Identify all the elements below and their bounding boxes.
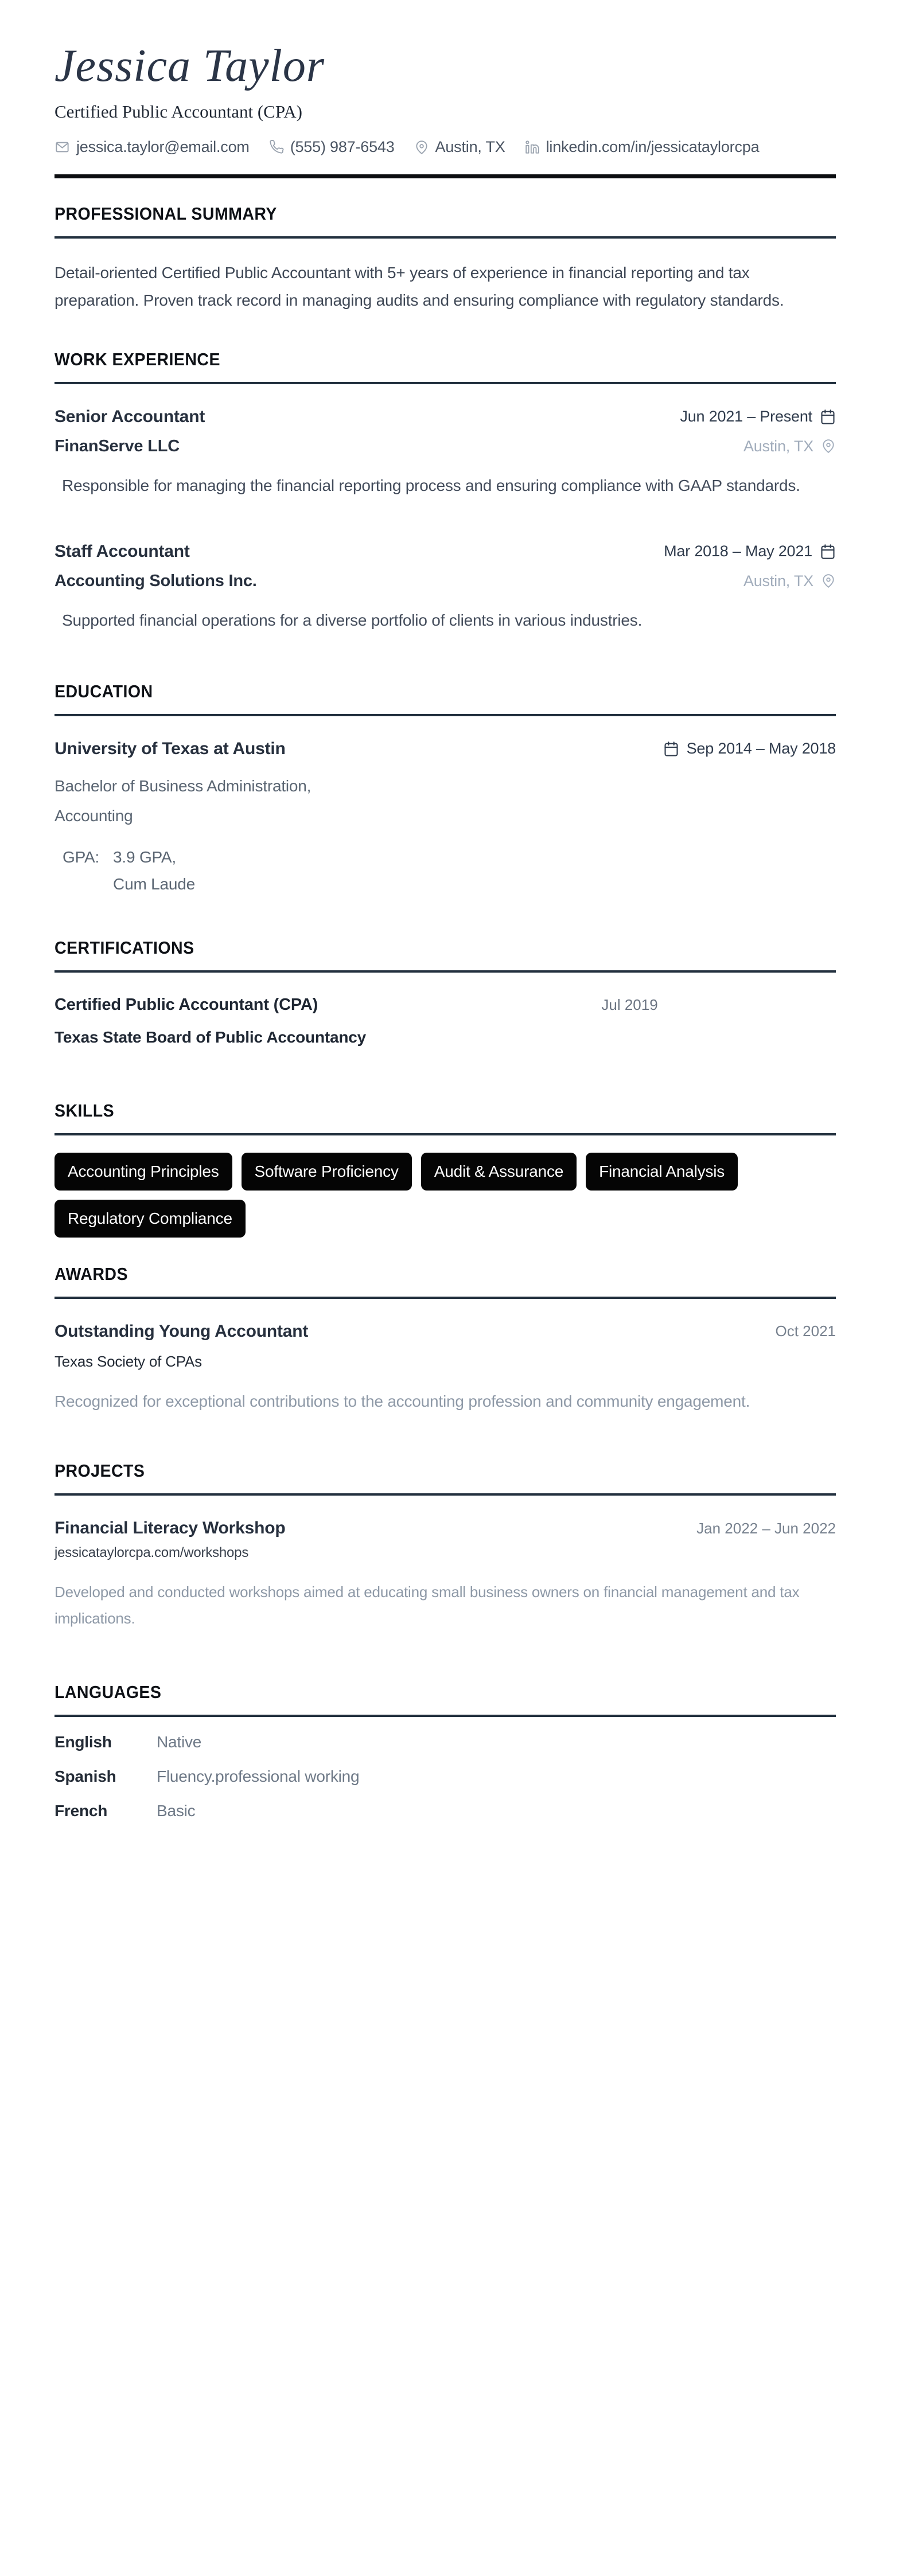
summary-heading: PROFESSIONAL SUMMARY: [54, 204, 277, 224]
language-proficiency: Native: [157, 1733, 202, 1751]
section-awards: [54, 1265, 836, 1415]
section-rule: [54, 1297, 836, 1299]
calendar-icon: [820, 544, 836, 560]
section-rule: [54, 1715, 836, 1717]
section-languages: [54, 1683, 836, 1820]
contact-row: [54, 138, 836, 156]
education-title-row: [54, 739, 836, 759]
section-rule: [54, 382, 836, 384]
section-rule: [54, 714, 836, 716]
language-row: [54, 1767, 836, 1786]
award-description: Recognized for exceptional contributions to the accounting profession and community engagement.: [54, 1392, 750, 1410]
project-link[interactable]: jessicataylorcpa.com/workshops: [54, 1545, 249, 1561]
job-entry: [54, 542, 836, 634]
calendar-icon: [663, 741, 679, 757]
certification-title-row: [54, 996, 836, 1014]
job-title: Senior Accountant: [54, 407, 205, 426]
project-entry: [54, 1519, 836, 1632]
project-name: Financial Literacy Workshop: [54, 1519, 286, 1538]
job-description: Responsible for managing the financial reporting process and ensuring compliance with GAAP standards.: [62, 476, 800, 494]
resume-header: [54, 42, 836, 178]
person-job-title: Certified Public Accountant (CPA): [54, 102, 302, 122]
gpa-value: 3.9 GPA,: [113, 848, 176, 867]
calendar-icon: [820, 409, 836, 425]
award-date: Oct 2021: [775, 1322, 836, 1340]
gpa-value-group: [113, 844, 195, 897]
job-dates: Jun 2021 – Present: [680, 408, 812, 425]
job-location: Austin, TX: [743, 572, 813, 590]
section-certifications: [54, 939, 836, 1047]
job-dates-group: [680, 408, 836, 426]
education-dates-group: [663, 740, 836, 758]
language-proficiency: Fluency.professional working: [157, 1767, 360, 1786]
award-entry: [54, 1322, 836, 1415]
award-title-row: [54, 1322, 836, 1341]
contact-location-text: Austin, TX: [435, 138, 505, 156]
section-projects: [54, 1462, 836, 1632]
language-row: [54, 1733, 836, 1751]
skill-pill: Software Proficiency: [242, 1153, 412, 1191]
education-institution: University of Texas at Austin: [54, 739, 286, 758]
award-issuer: Texas Society of CPAs: [54, 1352, 202, 1370]
certification-date: Jul 2019: [601, 996, 658, 1013]
linkedin-icon: [525, 140, 540, 155]
job-company: Accounting Solutions Inc.: [54, 571, 257, 590]
work-heading: WORK EXPERIENCE: [54, 349, 220, 369]
certifications-heading: CERTIFICATIONS: [54, 937, 194, 958]
section-work-experience: [54, 350, 836, 634]
education-heading: EDUCATION: [54, 681, 153, 701]
job-company: FinanServe LLC: [54, 436, 180, 455]
skill-pill: Audit & Assurance: [421, 1153, 577, 1191]
job-title: Staff Accountant: [54, 541, 190, 561]
job-location-group: [743, 572, 836, 590]
skills-list: [54, 1153, 836, 1238]
contact-linkedin[interactable]: [525, 138, 760, 156]
education-dates: Sep 2014 – May 2018: [686, 740, 836, 758]
contact-location: [414, 138, 505, 156]
job-dates-group: [664, 542, 836, 560]
language-proficiency: Basic: [157, 1802, 196, 1820]
section-education: [54, 682, 836, 897]
section-rule: [54, 1133, 836, 1135]
section-rule: [54, 236, 836, 239]
education-degree: [54, 771, 836, 831]
location-pin-icon: [821, 573, 836, 588]
degree-major: Accounting: [54, 806, 133, 825]
skill-pill: Accounting Principles: [54, 1153, 232, 1191]
gpa-honors: Cum Laude: [113, 875, 196, 893]
contact-phone-text: (555) 987-6543: [290, 138, 395, 156]
section-skills: [54, 1102, 836, 1238]
awards-heading: AWARDS: [54, 1263, 128, 1284]
language-row: [54, 1802, 836, 1820]
section-rule: [54, 970, 836, 973]
job-location-group: [743, 438, 836, 455]
gpa-label: GPA:: [63, 848, 100, 867]
education-gpa: [54, 844, 836, 897]
job-entry: [54, 407, 836, 499]
projects-heading: PROJECTS: [54, 1461, 145, 1481]
education-entry: [54, 739, 836, 897]
location-pin-icon: [821, 439, 836, 454]
job-title-row: [54, 542, 836, 561]
degree-line: Bachelor of Business Administration,: [54, 776, 312, 795]
skill-pill: Financial Analysis: [586, 1153, 738, 1191]
header-divider: [54, 174, 836, 178]
languages-heading: LANGUAGES: [54, 1682, 162, 1703]
contact-phone: [269, 138, 395, 156]
email-icon: [54, 139, 70, 155]
job-location: Austin, TX: [743, 437, 813, 455]
certification-entry: [54, 996, 836, 1047]
job-title-row: [54, 407, 836, 427]
section-rule: [54, 1493, 836, 1496]
job-company-row: [54, 572, 836, 591]
language-name: Spanish: [54, 1767, 116, 1786]
phone-icon: [269, 140, 284, 155]
job-description: Supported financial operations for a diverse portfolio of clients in various industries.: [62, 611, 643, 629]
summary-text: Detail-oriented Certified Public Accountant with 5+ years of experience in financial reporting and tax preparation. Proven track record in managing audits and ensuring compliance with regulatory standards.: [54, 264, 784, 310]
project-dates: Jan 2022 – Jun 2022: [696, 1519, 836, 1537]
job-dates: Mar 2018 – May 2021: [664, 542, 812, 560]
contact-email[interactable]: [54, 138, 250, 156]
section-summary: [54, 205, 836, 314]
skill-pill: Regulatory Compliance: [54, 1200, 246, 1238]
person-name: Jessica Taylor: [54, 41, 325, 91]
project-description: Developed and conducted workshops aimed at educating small business owners on financial management and tax implications.: [54, 1583, 800, 1627]
languages-list: [54, 1733, 836, 1820]
job-company-row: [54, 437, 836, 456]
award-name: Outstanding Young Accountant: [54, 1321, 309, 1341]
language-name: French: [54, 1802, 108, 1820]
contact-email-text: jessica.taylor@email.com: [76, 138, 250, 156]
location-pin-icon: [414, 140, 429, 155]
skills-heading: SKILLS: [54, 1100, 115, 1121]
contact-linkedin-text: linkedin.com/in/jessicataylorcpa: [546, 138, 760, 156]
language-name: English: [54, 1733, 112, 1751]
certification-name: Certified Public Accountant (CPA): [54, 995, 318, 1014]
project-title-row: [54, 1519, 836, 1538]
certification-issuer: Texas State Board of Public Accountancy: [54, 1028, 366, 1046]
